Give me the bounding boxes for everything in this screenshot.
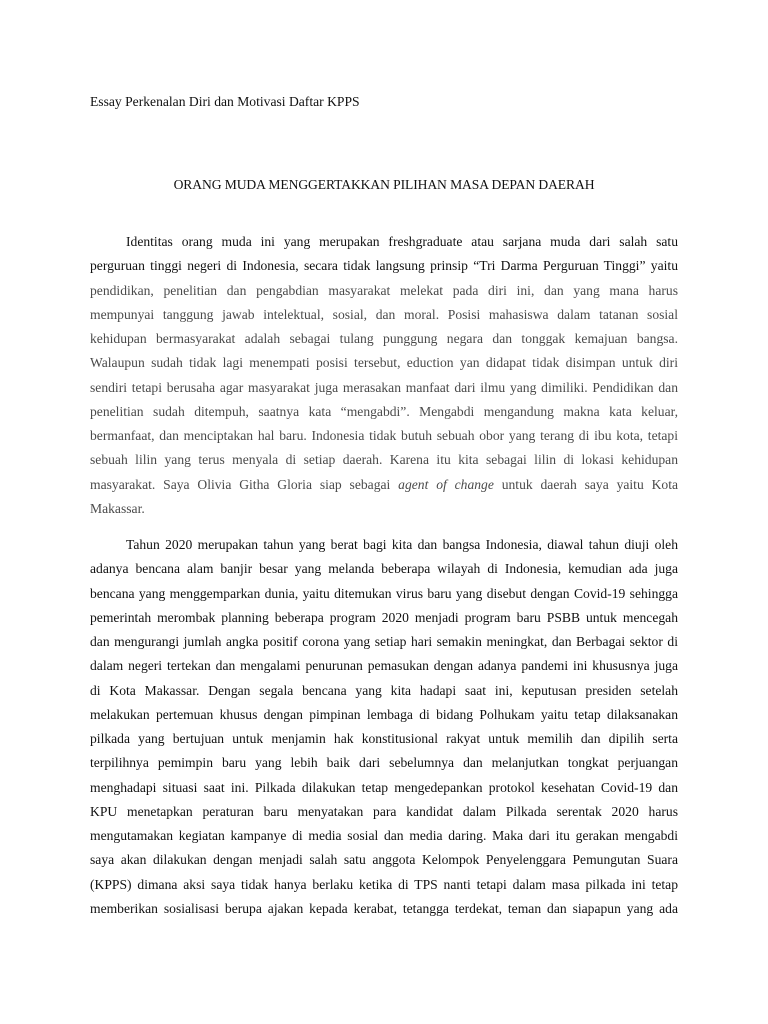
paragraph-line: Identitas orang muda ini yang merupakan freshgraduate atau sarjana muda dari salah satu: [126, 234, 678, 249]
paragraph-line: menghadapi situasi saat ini. Pilkada dilakukan tetap mengedepankan protokol kesehatan Covid-19 dan: [90, 779, 678, 795]
paragraph-line: kehidupan bermasyarakat adalah sebagai tulang punggung negara dan tonggak kemajuan bangsa.: [90, 331, 678, 346]
paragraph-line: pemerintah merombak planning beberapa program 2020 menjadi program baru PSBB untuk mencegah: [90, 609, 678, 625]
paragraph-line: di Kota Makassar. Dengan segala bencana yang kita hadapi saat ini, keputusan presiden setelah: [90, 682, 678, 698]
paragraph-line: Makassar.: [90, 500, 145, 516]
paragraph-line: terpilihnya pemimpin baru yang lebih baik dari sebelumnya dan melanjutkan tongkat perjuangan: [90, 755, 678, 771]
paragraph-line: KPU menetapkan peraturan baru menyatakan para kandidat dalam Pilkada serentak 2020 harus: [90, 803, 678, 819]
paragraph-line: sebuah lilin yang terus menyala di setiap daerah. Karena itu kita sebagai lilin di lokasi kehidupan: [90, 452, 678, 468]
paragraph-line: penelitian sudah ditempuh, saatnya kata “mengabdi”. Mengabdi mengandung makna kata keluar,: [90, 403, 678, 419]
paragraph-line: bermanfaat, dan menciptakan hal baru. Indonesia tidak butuh sebuah obor yang terang di ibu kota, tetapi: [90, 428, 678, 443]
paragraph-line: perguruan tinggi negeri di Indonesia, secara tidak langsung prinsip “Tri Darma Perguruan Tinggi” yaitu: [90, 258, 678, 274]
italic-phrase: agent of change: [398, 476, 494, 492]
paragraph-line: adanya bencana alam banjir besar yang melanda beberapa wilayah di Indonesia, kemudian ada juga: [90, 561, 678, 577]
paragraph-line: (KPPS) dimana aksi saya tidak hanya berlaku ketika di TPS nanti tetapi dalam masa pilkada ini tetap: [90, 876, 678, 892]
paragraph-line: bencana yang menggemparkan dunia, yaitu ditemukan virus baru yang disebut dengan Covid-19 sehingga: [90, 585, 678, 601]
paragraph-line: Walaupun sudah tidak lagi menempati posisi tersebut, eduction yan didapat tidak disimpan untuk diri: [90, 355, 678, 371]
paragraph-line: pendidikan, penelitian dan pengabdian masyarakat melekat pada diri ini, dan yang mana harus: [90, 282, 678, 298]
paragraph-line-with-italic: [90, 473, 678, 497]
document-title: ORANG MUDA MENGGERTAKKAN PILIHAN MASA DEPAN DAERAH: [173, 177, 595, 192]
paragraph-line: dan mengurangi jumlah angka positif corona yang setiap hari semakin meningkat, dan Berbagai sektor di: [90, 634, 678, 649]
paragraph-line: melakukan pertemuan khusus dengan pimpinan lembaga di bidang Polhukam yaitu tetap dilaksanakan: [90, 706, 678, 722]
paragraph-line: saya akan dilakukan dengan menjadi salah satu anggota Kelompok Penyelenggara Pemungutan Suara: [90, 852, 678, 868]
paragraph-2: [90, 533, 678, 921]
paragraph-1: [90, 230, 678, 521]
paragraph-text-segment: untuk daerah saya yaitu Kota: [493, 476, 679, 492]
paragraph-line: Tahun 2020 merupakan tahun yang berat bagi kita dan bangsa Indonesia, diawal tahun diuji oleh: [126, 537, 678, 552]
document-header: Essay Perkenalan Diri dan Motivasi Daftar KPPS: [90, 94, 360, 109]
paragraph-text-segment: masyarakat. Saya Olivia Githa Gloria siap sebagai: [90, 476, 399, 492]
paragraph-line: sendiri tetapi berusaha agar masyarakat juga merasakan manfaat dari ilmu yang dimiliki. Pendidikan dan: [90, 379, 678, 395]
paragraph-line: memberikan sosialisasi berupa ajakan kepada kerabat, tetangga terdekat, teman dan siapapun yang ada: [90, 900, 678, 916]
paragraph-line: mengutamakan kegiatan kampanye di media sosial dan media daring. Maka dari itu gerakan mengabdi: [90, 828, 678, 843]
paragraph-line: mempunyai tanggung jawab intelektual, sosial, dan moral. Posisi mahasiswa dalam tatanan sosial: [90, 306, 678, 322]
paragraph-line: dalam negeri tertekan dan mengalami penurunan pemasukan dengan adanya pandemi ini khususnya juga: [90, 658, 678, 674]
paragraph-line: pilkada yang bertujuan untuk menjamin hak konstitusional rakyat untuk memilih dan dipilih serta: [90, 731, 678, 746]
